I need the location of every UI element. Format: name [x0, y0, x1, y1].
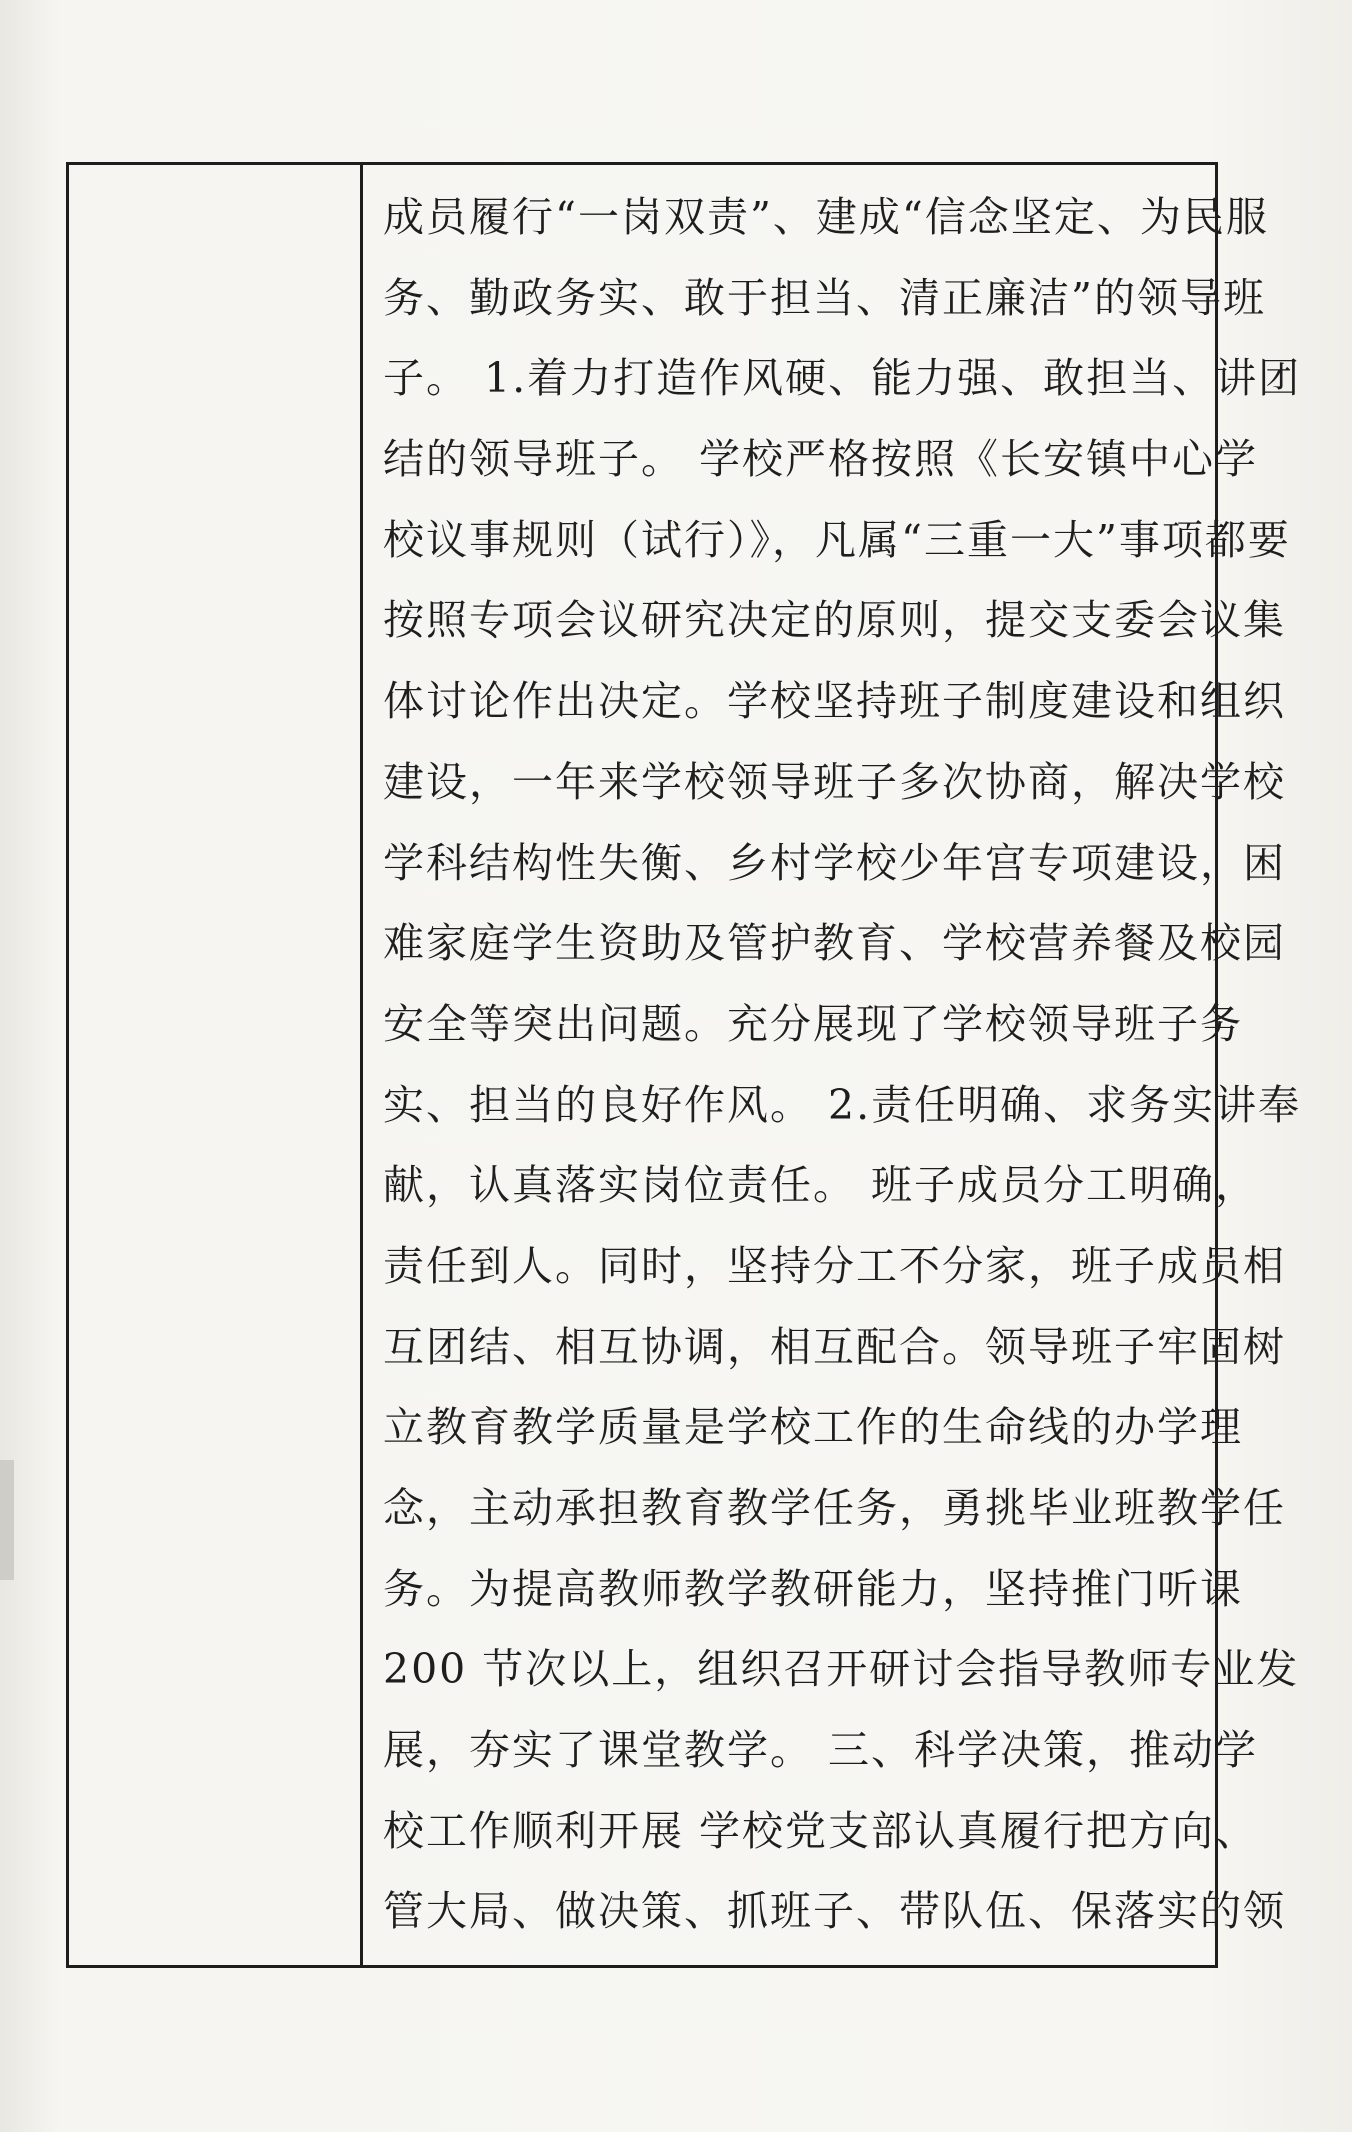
text-line: 难家庭学生资助及管护教育、学校营养餐及校园 — [383, 919, 1286, 968]
text-line: 立教育教学质量是学校工作的生命线的办学理 — [383, 1403, 1243, 1452]
text-line: 献，认真落实岗位责任。 班子成员分工明确， — [383, 1161, 1259, 1210]
text-line: 校议事规则（试行）》，凡属“三重一大”事项都要 — [383, 515, 1291, 564]
text-line: 责任到人。同时，坚持分工不分家，班子成员相 — [383, 1241, 1286, 1290]
text-line: 校工作顺利开展 学校党支部认真履行把方向、 — [383, 1806, 1259, 1855]
text-line: 子。 1.着力打造作风硬、能力强、敢担当、讲团 — [383, 354, 1302, 403]
table-right-cell — [363, 165, 1302, 1965]
text-line: 学科结构性失衡、乡村学校少年宫专项建设，困 — [383, 838, 1286, 887]
text-line: 成员履行“一岗双责”、建成“信念坚定、为民服 — [383, 193, 1269, 241]
text-line: 按照专项会议研究决定的原则，提交支委会议集 — [383, 596, 1286, 645]
text-line: 实、担当的良好作风。 2.责任明确、求务实讲奉 — [383, 1080, 1302, 1129]
text-line: 念，主动承担教育教学任务，勇挑毕业班教学任 — [383, 1484, 1286, 1532]
text-line: 安全等突出问题。充分展现了学校领导班子务 — [383, 999, 1243, 1048]
text-line: 互团结、相互协调，相互配合。领导班子牢固树 — [383, 1322, 1286, 1371]
text-line: 结的领导班子。 学校严格按照《长安镇中心学 — [383, 435, 1259, 484]
document-table — [66, 162, 1302, 1968]
table-left-cell — [69, 165, 363, 1965]
text-line: 体讨论作出决定。学校坚持班子制度建设和组织 — [383, 677, 1286, 726]
text-line: 200 节次以上，组织召开研讨会指导教师专业发 — [383, 1645, 1300, 1694]
text-line: 务、勤政务实、敢于担当、清正廉洁”的领导班 — [383, 273, 1266, 322]
text-line: 展，夯实了课堂教学。 三、科学决策，推动学 — [383, 1726, 1259, 1775]
text-line: 建设，一年来学校领导班子多次协商，解决学校 — [383, 757, 1286, 806]
text-line: 务。为提高教师教学教研能力，坚持推门听课 — [383, 1564, 1243, 1613]
text-line: 管大局、做决策、抓班子、带队伍、保落实的领 — [383, 1887, 1286, 1936]
scan-edge-shadow — [0, 1460, 14, 1580]
